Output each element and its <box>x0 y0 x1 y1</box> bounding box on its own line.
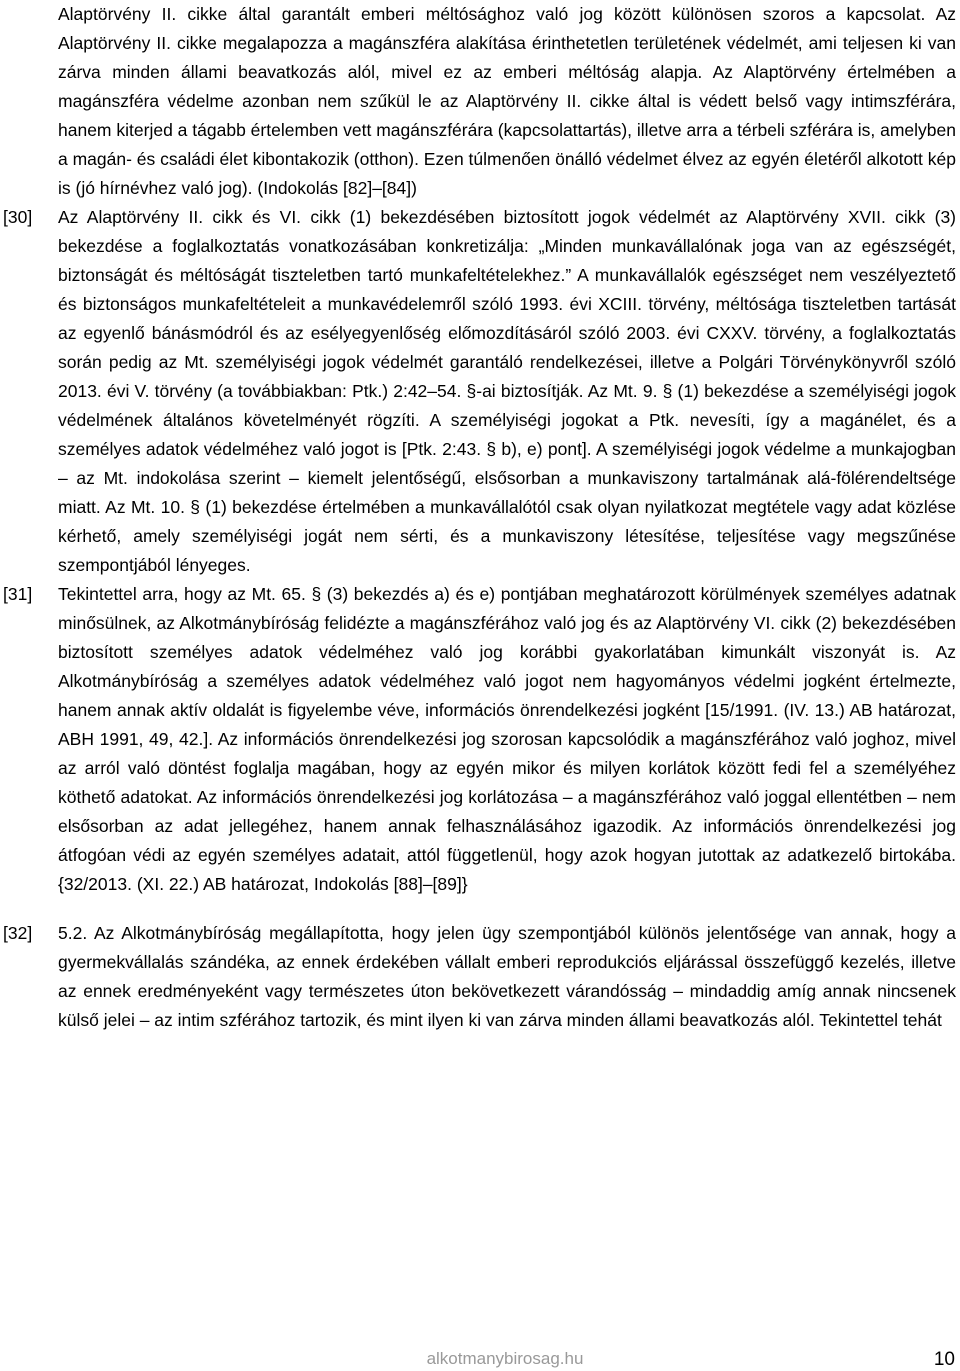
paragraph-text: 5.2. Az Alkotmánybíróság megállapította, hogy jelen ügy szempontjából különös jelentősége van annak, hogy a gyermekvállalás szándéka, az ennek érdekében vállalt emberi reprodukciós eljárással összefüggő kezelés, illetve az ennek eredményeként vagy természetes úton bekövetkezett várandósság – mindaddig amíg annak nincsenek külső jelei – az intim szférához tartozik, és mint ilyen ki van zárva minden állami beavatkozás alól. Tekintettel tehát <box>58 923 956 1030</box>
paragraph-text: Alaptörvény II. cikke által garantált emberi méltósághoz való jog között különösen szoros a kapcsolat. Az Alaptörvény II. cikke megalapozza a magánszféra alakítása érinthetetlen területének védelmét, ami teljesen ki van zárva minden állami beavatkozás alól, mivel ez az emberi méltóság alapja. Az Alaptörvény értelmében a magánszféra védelme azonban nem szűkül le az Alaptörvény II. cikke által is védett belső vagy intimszférára, hanem kiterjed a tágabb értelemben vett magánszférára (kapcsolattartás), illetve arra a térbeli szférára is, amelyben a magán- és családi élet kibontakozik (otthon). Ezen túlmenően önálló védelmet élvez az egyén életéről alkotott kép is (jó hírnévhez való jog). (Indokolás [82]–[84]) <box>58 4 956 198</box>
paragraph-31 <box>0 580 956 899</box>
paragraph-32 <box>0 919 956 1035</box>
footer-source-url: alkotmanybirosag.hu <box>426 1349 584 1368</box>
paragraph-30 <box>0 203 956 580</box>
paragraph-text: Az Alaptörvény II. cikk és VI. cikk (1) bekezdésében biztosított jogok védelmét az Alaptörvény XVII. cikk (3) bekezdése a foglalkoztatás vonatkozásában konkretizálja: „Minden munkavállalónak joga van az egészségét, biztonságát és méltóságát tiszteletben tartó munkafeltételekhez.” A munkavállalók egészséget nem veszélyeztető és biztonságos munkafeltételeit a munkavédelemről szóló 1993. évi XCIII. törvény, méltósága tiszteletben tartását az egyenlő bánásmódról és az esélyegyenlőség előmozdításáról szóló 2003. évi CXXV. törvény, a foglalkoztatás során pedig az Mt. személyiségi jogok védelmét garantáló rendelkezései, illetve a Polgári Törvénykönyvről szóló 2013. évi V. törvény (a továbbiakban: Ptk.) 2:42–54. §-ai biztosítják. Az Mt. 9. § (1) bekezdése a személyiségi jogok védelmének általános követelményét rögzíti. A személyiségi jogokat a Ptk. nevesíti, így a magánélet, és a személyes adatok védelméhez való jogot is [Ptk. 2:43. § b), e) pont]. A személyiségi jogok védelme a munkajogban – az Mt. indokolása szerint – kiemelt jelentőségű, elsősorban a munkaviszony tartalmának alá-fölérendeltsége miatt. Az Mt. 10. § (1) bekezdése értelmében a munkavállalótól csak olyan nyilatkozat megtétele vagy adat közlése kérhető, amely személyiségi jogát nem sérti, és a munkaviszony létesítése, teljesítése vagy megszűnése szempontjából lényeges. <box>58 207 956 575</box>
paragraph-number: [31] <box>3 584 33 604</box>
paragraph-continued <box>0 0 956 203</box>
paragraph-number: [32] <box>3 923 33 943</box>
paragraph-number: [30] <box>3 207 33 227</box>
paragraph-text: Tekintettel arra, hogy az Mt. 65. § (3) bekezdés a) és e) pontjában meghatározott körülmények személyes adatnak minősülnek, az Alkotmánybíróság felidézte a magánszférához való jog és az Alaptörvény VI. cikk (2) bekezdésében biztosított személyes adatok védelméhez való jog korábbi gyakorlatában kimunkált viszonyát is. Az Alkotmánybíróság a személyes adatok védelméhez való jogot nem hagyományos védelmi jogként értelmezte, hanem annak aktív oldalát is figyelembe véve, információs önrendelkezési jogként [15/1991. (IV. 13.) AB határozat, ABH 1991, 49, 42.]. Az információs önrendelkezési jog szorosan kapcsolódik a magánszférához való joghoz, mivel az arról való döntést foglalja magában, hogy az egyén mikor és milyen korlátok között fedi fel a személyéhez köthető adatokat. Az információs önrendelkezési jog korlátozása – a magánszférához való joggal ellentétben – nem elsősorban az adat jellegéhez, hanem annak felhasználásához igazodik. Az információs önrendelkezési jog átfogóan védi az egyén személyes adatait, attól függetlenül, hogy azok hogyan jutottak az adatkezelő birtokába. {32/2013. (XI. 22.) AB határozat, Indokolás [88]–[89]} <box>58 584 956 894</box>
page-number: 10 <box>933 1349 955 1370</box>
